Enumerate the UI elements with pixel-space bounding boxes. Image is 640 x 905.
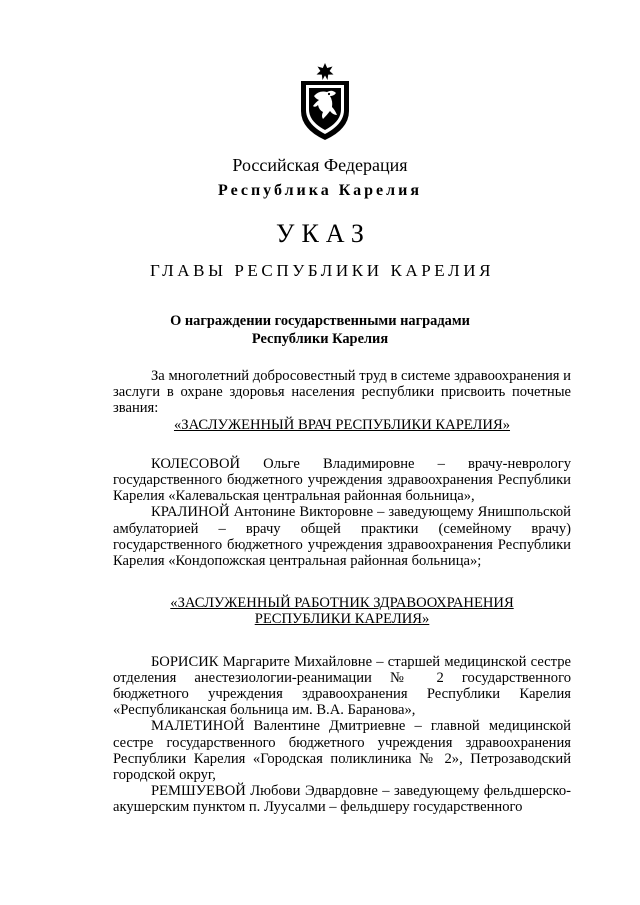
issuing-authority: ГЛАВЫ РЕСПУБЛИКИ КАРЕЛИЯ xyxy=(149,261,495,280)
section-title-honored-health-worker xyxy=(113,595,571,627)
award-item: КРАЛИНОЙ Антонине Викторовне – заведующему Янишпольской амбулаторией – врачу общей практики (семейному врачу) государственного бюджетного учреждения здравоохранения Республики Карелия «Кондопожская центральная районная больница»; xyxy=(113,504,571,570)
republic-name: Республика Карелия xyxy=(218,182,422,199)
section-title-line-1: «ЗАСЛУЖЕННЫЙ РАБОТНИК ЗДРАВООХРАНЕНИЯ xyxy=(170,595,514,612)
award-item: РЕМШУЕВОЙ Любови Эдвардовне – заведующему фельдшерско-акушерским пунктом п. Луусалми – фельдшеру государственного xyxy=(113,783,571,816)
section-title-line-2: РЕСПУБЛИКИ КАРЕЛИЯ» xyxy=(254,611,430,628)
award-item: МАЛЕТИНОЙ Валентине Дмитриевне – главной медицинской сестре государственного бюджетного учреждения здравоохранения Республики Карелия «Городская поликлиника № 2», Петрозаводский городской округ, xyxy=(113,718,571,784)
intro-paragraph: За многолетний добросовестный труд в системе здравоохранения и заслуги в охране здоровья населения республики присвоить почетные звания: xyxy=(113,368,571,417)
subject-line-1: О награждении государственными наградами xyxy=(170,313,470,329)
document-type: УКАЗ xyxy=(276,219,371,248)
decree-subject xyxy=(0,312,640,348)
subject-line-2: Республики Карелия xyxy=(251,331,389,347)
section-title-honored-doctor: «ЗАСЛУЖЕННЫЙ ВРАЧ РЕСПУБЛИКИ КАРЕЛИЯ» xyxy=(173,416,511,433)
karelia-coat-of-arms-icon xyxy=(297,63,353,141)
award-item: БОРИСИК Маргарите Михайловне – старшей медицинской сестре отделения анестезиологии-реанимации № 2 государственного бюджетного учреждения здравоохранения Республики Карелия «Республиканская больница им. В.А. Баранова», xyxy=(113,653,571,719)
decree-body xyxy=(113,368,571,816)
award-item: КОЛЕСОВОЙ Ольге Владимировне – врачу-неврологу государственного бюджетного учреждения здравоохранения Республики Карелия «Калевальская центральная районная больница», xyxy=(113,455,571,505)
country-name: Российская Федерация xyxy=(232,155,408,175)
